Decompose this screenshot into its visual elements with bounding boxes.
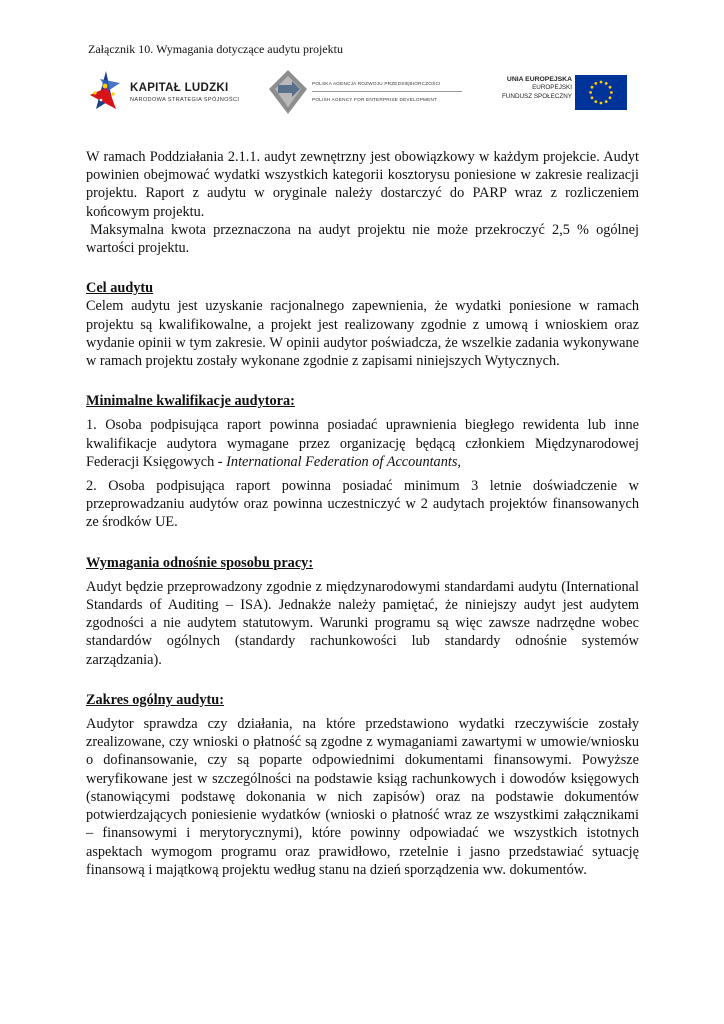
eu-text (492, 76, 572, 101)
kwalifikacje-item-1-italic: International Federation of Accountants, (226, 453, 461, 470)
kwalifikacje-item-1 (86, 416, 639, 471)
section-heading-cel: Cel audytu (86, 280, 154, 297)
kapital-ludzki-logo (86, 68, 246, 116)
kapital-ludzki-title: KAPITAŁ LUDZKI (130, 82, 229, 94)
kapital-ludzki-emblem-icon (86, 69, 126, 115)
logo-strip (86, 68, 642, 116)
section-heading-sposob: Wymagania odnośnie sposobu pracy: (86, 554, 314, 571)
parp-divider (312, 91, 462, 92)
kwalifikacje-item-1-text: 1. Osoba podpisująca raport powinna posiadać uprawnienia biegłego rewidenta lub inne kwalifikacje audytora wymagane przez organizację będącą członkiem Międzynarodowej Federacji Księgowych - (86, 417, 639, 470)
intro-paragraph-1: W ramach Poddziałania 2.1.1. audyt zewnętrzny jest obowiązkowy w każdym projekcie. Audyt powinien obejmować wydatki wszystkich kategorii kosztorysu poniesione w zakresie realizacji projektu. Raport z audytu w oryginale należy dostarczyć do PARP wraz z rozliczeniem końcowym projektu. (86, 149, 639, 220)
kapital-ludzki-subtitle: NARODOWA STRATEGIA SPÓJNOŚCI (130, 97, 240, 103)
running-head: Załącznik 10. Wymagania dotyczące audytu projektu (88, 42, 343, 56)
parp-logo (268, 68, 468, 116)
eu-line-1: UNIA EUROPEJSKA (506, 76, 572, 83)
section-heading-kwalifikacje: Minimalne kwalifikacje audytora: (86, 393, 295, 410)
section-heading-zakres: Zakres ogólny audytu: (86, 691, 224, 708)
eu-line-3: FUNDUSZ SPOŁECZNY (502, 92, 572, 100)
intro-paragraph-2: Maksymalna kwota przeznaczona na audyt projektu nie może przekroczyć 2,5 % ogólnej wartości projektu. (86, 221, 639, 257)
eu-flag-icon (575, 75, 627, 110)
parp-name-pl: POLSKA AGENCJA ROZWOJU PRZEDSIĘBIORCZOŚCI (312, 81, 441, 86)
eu-logo (492, 68, 642, 116)
section-text-cel: Celem audytu jest uzyskanie racjonalnego zapewnienia, że wydatki poniesione w ramach projektu są kwalifikowalne, a projekt jest realizowany zgodnie z umową i wnioskiem oraz wydanie opinii w tym zakresie. W opinii audytor poświadcza, że wszelkie zadania wykonywane w ramach projektu zostały wykonane zgodnie z zapisami niniejszych Wytycznych. (86, 298, 639, 370)
parp-name-en: POLISH AGENCY FOR ENTERPRISE DEVELOPMENT (312, 97, 438, 102)
section-text-zakres: Audytor sprawdza czy działania, na które przedstawiono wydatki rzeczywiście zostały zrealizowane, czy wnioski o płatność są zgodne z wymaganiami zawartymi w umowie/wniosku o dofinansowanie, czy są poparte odpowiednimi dokumentami finansowymi. Powyższe weryfikowane jest w szczególności na podstawie ksiąg rachunkowych i dowodów księgowych (stanowiącymi podstawę dokonania w nich zapisów) oraz na podstawie dokumentów potwierdzających poniesienie wydatków (wnioski o płatność wraz ze wszystkimi załącznikami – finansowymi i merytorycznymi), które powinny odpowiadać we wszystkich istotnych aspektach wymogom programu oraz prawidłowo, rzetelnie i jasno przedstawiać sytuację finansową i majątkową projektu według stanu na dzień sporządzenia ww. dokumentów. (86, 716, 639, 878)
parp-emblem-icon (268, 69, 308, 115)
section-text-sposob: Audyt będzie przeprowadzony zgodnie z międzynarodowymi standardami audytu (International Standards of Auditing – ISA). Jednakże należy pamiętać, że niniejszy audyt jest audytem zgodności a nie audytem statutowym. Warunki programu są więc zawsze nadrzędne wobec standardów ogólnych (standardy rachunkowości lub standardy odnośnie systemów zarządzania). (86, 578, 639, 668)
kwalifikacje-item-2: 2. Osoba podpisująca raport powinna posiadać minimum 3 letnie doświadczenie w przeprowadzaniu audytów oraz powinna uczestniczyć w 2 audytach projektów finansowanych ze środków UE. (86, 478, 639, 531)
eu-line-2: EUROPEJSKI (532, 84, 572, 92)
document-body (86, 148, 639, 879)
